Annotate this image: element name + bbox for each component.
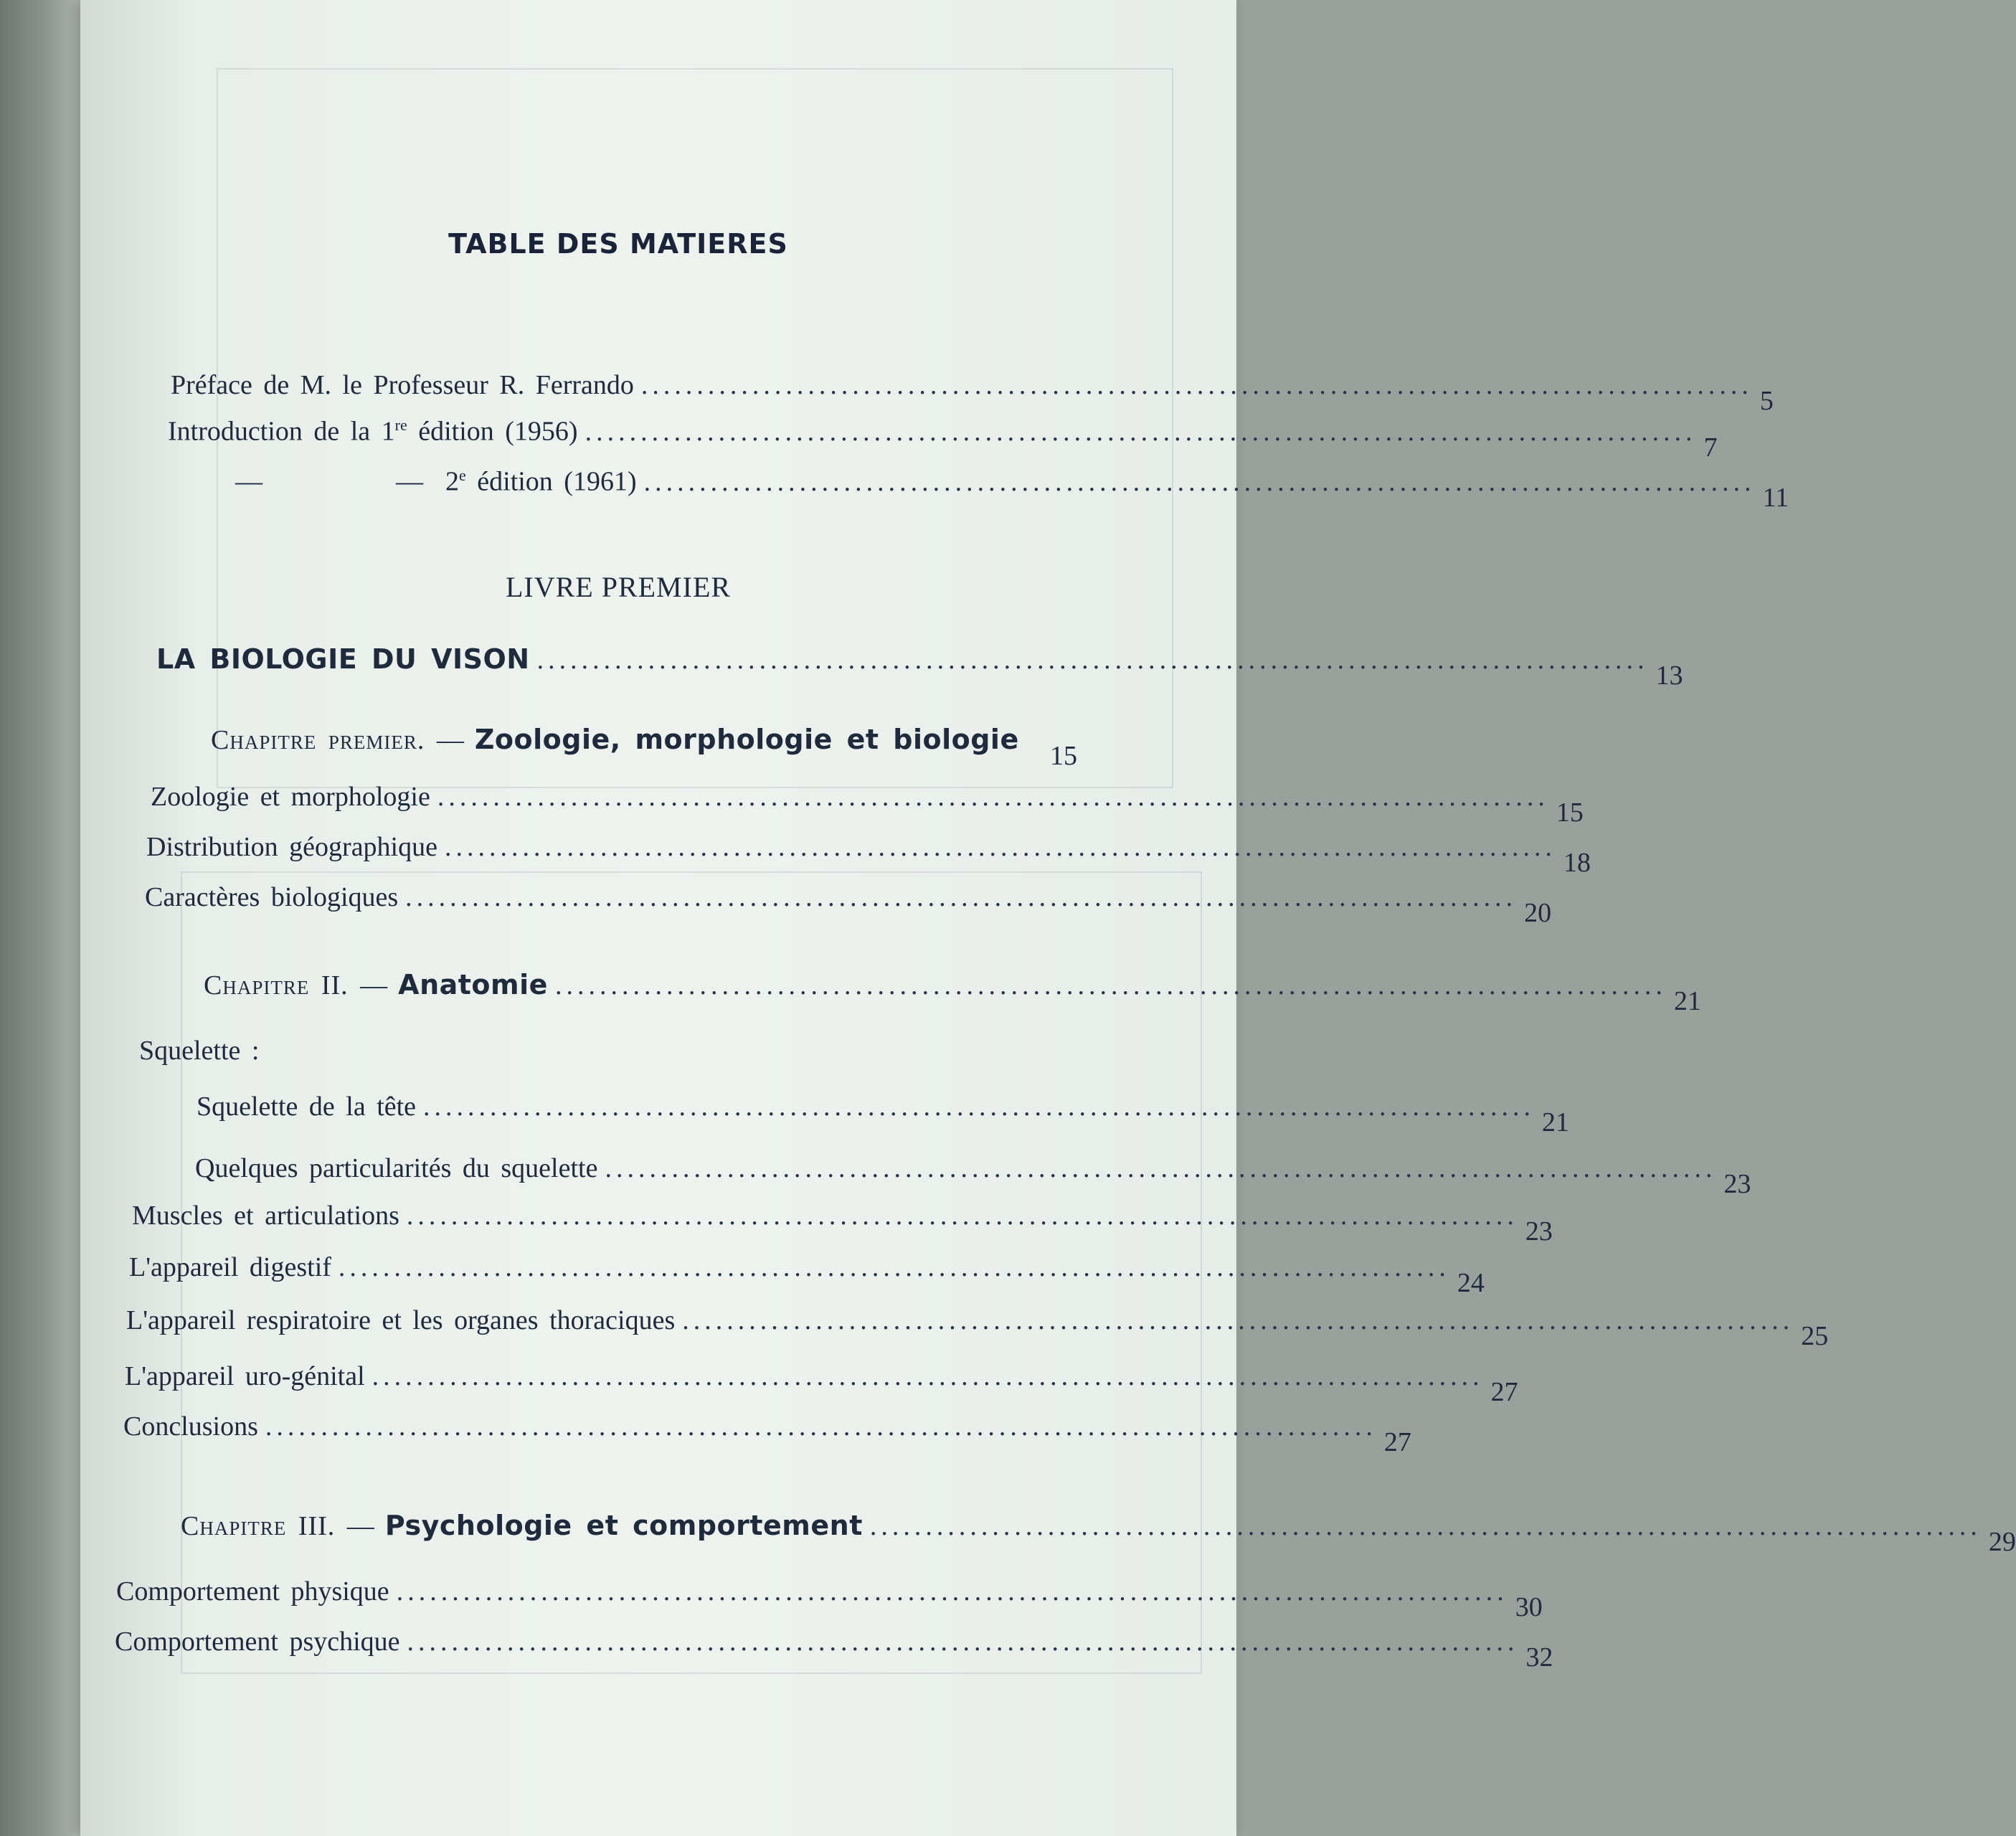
leader-dots: .................................................................................................... (406, 1201, 1518, 1231)
toc-label: Distribution géographique (146, 832, 437, 862)
toc-label: Introduction de la 1re édition (1956) (168, 416, 578, 447)
toc-entry (195, 1153, 1751, 1199)
toc-label: LA BIOLOGIE DU VISON (156, 643, 530, 675)
leader-dots: .................................................................................................... (423, 1092, 1535, 1122)
toc-label: Comportement physique (116, 1576, 389, 1606)
leader-dots: .................................................................................................... (372, 1361, 1484, 1391)
toc-label: — — 2e édition (1961) (235, 466, 637, 497)
toc-label: L'appareil respiratoire et les organes thoraciques (126, 1305, 676, 1335)
toc-entry (146, 832, 1591, 878)
toc-entry (197, 1092, 1570, 1137)
toc-label: Préface de M. le Professeur R. Ferrando (171, 370, 634, 400)
leader-dots: .................................................................................................... (338, 1252, 1450, 1282)
toc-label: L'appareil digestif (129, 1252, 331, 1282)
page-title: TABLE DES MATIERES (448, 228, 788, 260)
leader-dots: .................................................................................................... (605, 1153, 1717, 1183)
toc-page-number: 7 (1703, 432, 1718, 463)
toc-entry-introduction-1 (168, 416, 1718, 463)
leader-dots: .................................................................................................... (265, 1411, 1377, 1442)
leader-dots: .................................................................................................... (585, 416, 1697, 447)
toc-page-number: 20 (1524, 898, 1552, 928)
toc-label: Caractères biologiques (145, 882, 399, 912)
book-part-heading: LIVRE PREMIER (505, 571, 732, 603)
toc-page-number: 23 (1723, 1169, 1751, 1199)
toc-entry (115, 1627, 1553, 1672)
leader-dots: .................................................................................................... (554, 970, 1667, 1000)
toc-page-number: 11 (1762, 482, 1789, 513)
toc-entry (123, 1411, 1411, 1457)
toc-entry (151, 782, 1584, 828)
leader-dots: .................................................................................................... (640, 370, 1753, 400)
toc-entry (132, 1201, 1553, 1246)
chapter-title: Zoologie, morphologie et biologie (474, 724, 1019, 755)
toc-chapter-heading (204, 969, 1701, 1016)
toc-label: Quelques particularités du squelette (195, 1153, 598, 1183)
toc-entry (126, 1305, 1829, 1351)
leader-dots: .................................................................................................... (444, 832, 1556, 862)
leader-dots: .................................................................................................... (536, 645, 1649, 675)
toc-entry (125, 1361, 1518, 1407)
toc-page-number: 15 (1556, 798, 1584, 828)
toc-entry (129, 1252, 1485, 1298)
toc-label: Muscles et articulations (132, 1201, 399, 1231)
chapter-prefix: Chapitre II. — (204, 970, 389, 1000)
chapter-title: Psychologie et comportement (384, 1510, 863, 1541)
toc-page-number: 21 (1542, 1107, 1570, 1137)
toc-page-number: 18 (1563, 848, 1591, 878)
toc-entry (116, 1576, 1543, 1622)
toc-page-number: 13 (1655, 661, 1683, 691)
leader-dots (1026, 727, 1027, 754)
chapter-prefix: Chapitre III. — (181, 1511, 375, 1541)
toc-page-number: 15 (1050, 741, 1077, 771)
toc-label: Squelette : (139, 1036, 260, 1066)
toc-page-number: 23 (1525, 1216, 1553, 1246)
chapter-title: Anatomie (398, 969, 548, 1000)
leader-dots: .................................................................................................... (407, 1627, 1519, 1657)
chapter-prefix: Chapitre premier. — (211, 725, 465, 755)
book-page (80, 0, 1236, 1836)
toc-label: Comportement psychique (115, 1627, 400, 1657)
toc-entry-introduction-2 (235, 466, 1789, 513)
toc-entry-part (156, 643, 1683, 691)
leader-dots: .................................................................................................... (396, 1576, 1508, 1606)
toc-label: Squelette de la tête (197, 1092, 417, 1122)
toc-label: Conclusions (123, 1411, 258, 1442)
toc-chapter-heading (211, 724, 1077, 771)
toc-label: Zoologie et morphologie (151, 782, 430, 812)
book-spine-shadow (0, 0, 86, 1836)
leader-dots: .................................................................................................... (405, 882, 1518, 912)
toc-page-number: 21 (1673, 986, 1701, 1016)
toc-chapter-heading (181, 1510, 2016, 1557)
toc-page-number: 27 (1383, 1427, 1411, 1457)
toc-subheading (139, 1037, 1079, 1064)
toc-page-number: 25 (1801, 1321, 1829, 1351)
toc-page-number: 30 (1515, 1592, 1543, 1622)
toc-page-number: 24 (1457, 1268, 1485, 1298)
leader-dots: .................................................................................................... (437, 782, 1549, 812)
toc-entry-preface (171, 370, 1774, 416)
toc-label: L'appareil uro-génital (125, 1361, 365, 1391)
toc-page-number: 32 (1525, 1642, 1553, 1672)
toc-page-number: 27 (1490, 1377, 1518, 1407)
toc-page-number: 29 (1988, 1527, 2016, 1557)
leader-dots: .................................................................................................... (869, 1511, 1982, 1541)
toc-page-number: 5 (1759, 386, 1774, 416)
toc-entry (145, 882, 1552, 928)
leader-dots: .................................................................................................... (643, 466, 1756, 497)
leader-dots: .................................................................................................... (682, 1305, 1794, 1335)
